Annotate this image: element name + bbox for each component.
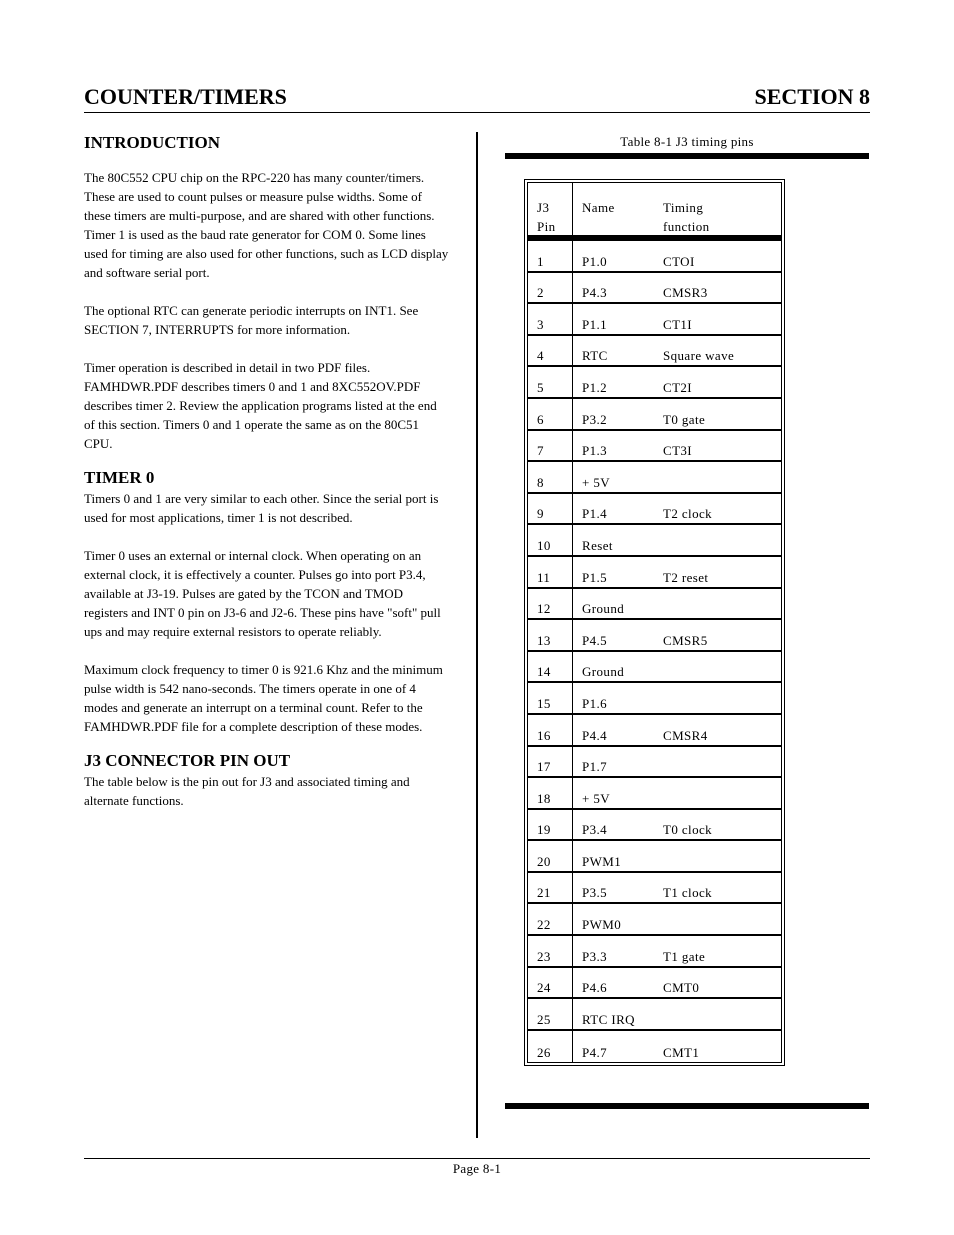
timer0-paragraph: Maximum clock frequency to timer 0 is 921.6 Khz and the minimum pulse width is 542 nano-seconds. The timers operate in one of 4 modes and generate an interrupt on a terminal count. Refer to the FAMHDWR.PDF file for a complete description of these modes. [84, 662, 443, 734]
name-cell: P1.5 [582, 569, 608, 585]
table-row [528, 273, 781, 305]
name-cell: P4.5 [582, 632, 608, 648]
name-cell: P1.6 [582, 695, 608, 711]
table-bottom-rule [505, 1103, 869, 1109]
name-cell: P3.5 [582, 885, 608, 901]
pin-cell: 9 [528, 494, 573, 524]
function-cell [663, 841, 781, 871]
function-cell: CT3I [663, 443, 693, 459]
function-cell [663, 525, 781, 555]
function-cell: T2 clock [663, 506, 713, 522]
function-cell [663, 652, 781, 682]
section-title: COUNTER/TIMERS [84, 84, 287, 109]
timer0-paragraph: Timer 0 uses an external or internal clock. When operating on an external clock, it is effectively a counter. Pulses go into port P3.4, available at J3-19. Pulses are gated by the TCON and TMOD registers and INT 0 pin on J3-6 and J2-6. These pins have "soft" pull ups and may require external resistors to operate reliably. [84, 548, 441, 639]
function-cell: CT2I [663, 379, 693, 395]
pin-cell: 5 [528, 367, 573, 397]
pin-cell: 8 [528, 462, 573, 492]
name-cell: Reset [582, 537, 613, 553]
function-cell [663, 778, 781, 808]
table-row [528, 999, 781, 1031]
header-rule [84, 112, 870, 113]
table-row [528, 557, 781, 589]
pin-cell: 24 [528, 968, 573, 998]
pin-cell: 11 [528, 557, 573, 587]
j3-paragraph: The table below is the pin out for J3 and associated timing and alternate functions. [84, 774, 410, 808]
table-row [528, 904, 781, 936]
pin-cell: 17 [528, 747, 573, 777]
name-cell: P4.6 [582, 980, 608, 996]
name-cell: Ground [582, 601, 625, 617]
pin-cell: 22 [528, 904, 573, 934]
introduction-heading: INTRODUCTION [84, 133, 221, 152]
column-divider [476, 132, 478, 1138]
left-column [84, 132, 450, 810]
pin-cell: 15 [528, 683, 573, 713]
intro-paragraph: The optional RTC can generate periodic interrupts on INT1. See SECTION 7, INTERRUPTS for more information. [84, 303, 419, 337]
table-top-rule [505, 153, 869, 159]
pin-cell: 2 [528, 273, 573, 303]
table-row [528, 1031, 781, 1063]
pin-cell: 1 [528, 241, 573, 271]
table-row [528, 810, 781, 842]
pin-cell: 18 [528, 778, 573, 808]
name-cell: PWM1 [582, 853, 622, 869]
table-row [528, 589, 781, 621]
function-cell: T1 clock [663, 885, 713, 901]
function-cell [663, 999, 781, 1029]
name-cell: + 5V [582, 790, 611, 806]
section-number: SECTION 8 [754, 84, 870, 109]
pin-cell: 23 [528, 936, 573, 966]
function-cell [663, 904, 781, 934]
table-row [528, 652, 781, 684]
name-cell: P1.2 [582, 379, 608, 395]
header-function: Timing function [663, 200, 710, 234]
function-cell: T0 gate [663, 411, 706, 427]
page-number: Page 8-1 [452, 1161, 502, 1176]
function-cell: CMSR5 [663, 632, 708, 648]
table-row [528, 683, 781, 715]
header-name: Name [582, 200, 615, 215]
table-row [528, 747, 781, 779]
table-row [528, 304, 781, 336]
table-row [528, 968, 781, 1000]
name-cell: Ground [582, 664, 625, 680]
function-cell [663, 747, 781, 777]
name-cell: P4.7 [582, 1045, 608, 1061]
name-cell: P4.3 [582, 285, 608, 301]
table-row [528, 841, 781, 873]
name-cell: PWM0 [582, 917, 622, 933]
pin-cell: 7 [528, 431, 573, 461]
table-row [528, 620, 781, 652]
function-cell [663, 462, 781, 492]
pin-cell: 13 [528, 620, 573, 650]
intro-paragraph: Timer operation is described in detail in two PDF files. FAMHDWR.PDF describes timers 0 and 1 and 8XC552OV.PDF describes timer 2. Review the application programs listed at the end of this section. Timers 0 and 1 operate the same as on the 80C51 CPU. [84, 360, 437, 451]
pin-cell: 12 [528, 589, 573, 619]
pin-cell: 19 [528, 810, 573, 840]
name-cell: RTC IRQ [582, 1011, 635, 1027]
function-cell [663, 683, 781, 713]
function-cell: T1 gate [663, 948, 706, 964]
timer0-heading: TIMER 0 [84, 468, 155, 487]
pin-cell: 14 [528, 652, 573, 682]
pin-cell: 10 [528, 525, 573, 555]
table-row [528, 525, 781, 557]
name-cell: P3.2 [582, 411, 608, 427]
function-cell: CMT1 [663, 1045, 700, 1061]
j3-heading: J3 CONNECTOR PIN OUT [84, 751, 291, 770]
name-cell: P3.3 [582, 948, 608, 964]
name-cell: P1.1 [582, 316, 608, 332]
name-cell: P4.4 [582, 727, 608, 743]
function-cell: CT1I [663, 316, 693, 332]
header-pin: J3 Pin [528, 183, 573, 235]
timer0-paragraph: Timers 0 and 1 are very similar to each other. Since the serial port is used for most applications, timer 1 is not described. [84, 491, 439, 525]
table-header-row [528, 183, 781, 241]
table-row [528, 778, 781, 810]
pin-cell: 4 [528, 336, 573, 366]
intro-paragraph: The 80C552 CPU chip on the RPC-220 has many counter/timers. These are used to count pulses or measure pulse widths. Some of these timers are multi-purpose, and are shared with other functions. Timer 1 is used as the baud rate generator for COM 0. Some lines used for timing are also used for other functions, such as LCD display and software serial port. [84, 170, 449, 280]
name-cell: P1.3 [582, 443, 608, 459]
function-cell: CMT0 [663, 980, 700, 996]
pin-cell: 16 [528, 715, 573, 745]
name-cell: P3.4 [582, 822, 608, 838]
pin-cell: 20 [528, 841, 573, 871]
pin-cell: 25 [528, 999, 573, 1029]
table-row [528, 715, 781, 747]
table-row [528, 494, 781, 526]
pin-cell: 26 [528, 1031, 573, 1063]
function-cell: CMSR3 [663, 285, 708, 301]
table-caption: Table 8-1 J3 timing pins [620, 134, 754, 149]
name-cell: P1.4 [582, 506, 608, 522]
function-cell: CMSR4 [663, 727, 708, 743]
name-cell: P1.7 [582, 759, 608, 775]
name-cell: + 5V [582, 474, 611, 490]
pin-cell: 6 [528, 399, 573, 429]
function-cell: T2 reset [663, 569, 709, 585]
function-cell: Square wave [663, 348, 735, 364]
name-cell: RTC [582, 348, 608, 364]
table-row [528, 241, 781, 273]
table-row [528, 399, 781, 431]
function-cell: CTOI [663, 253, 695, 269]
j3-pin-table [524, 179, 785, 1066]
table-row [528, 367, 781, 399]
table-row [528, 936, 781, 968]
name-cell: P1.0 [582, 253, 608, 269]
function-cell: T0 clock [663, 822, 713, 838]
table-row [528, 431, 781, 463]
footer-rule [84, 1158, 870, 1159]
function-cell [663, 589, 781, 619]
pin-cell: 21 [528, 873, 573, 903]
table-row [528, 462, 781, 494]
table-row [528, 873, 781, 905]
table-row [528, 336, 781, 368]
pin-cell: 3 [528, 304, 573, 334]
